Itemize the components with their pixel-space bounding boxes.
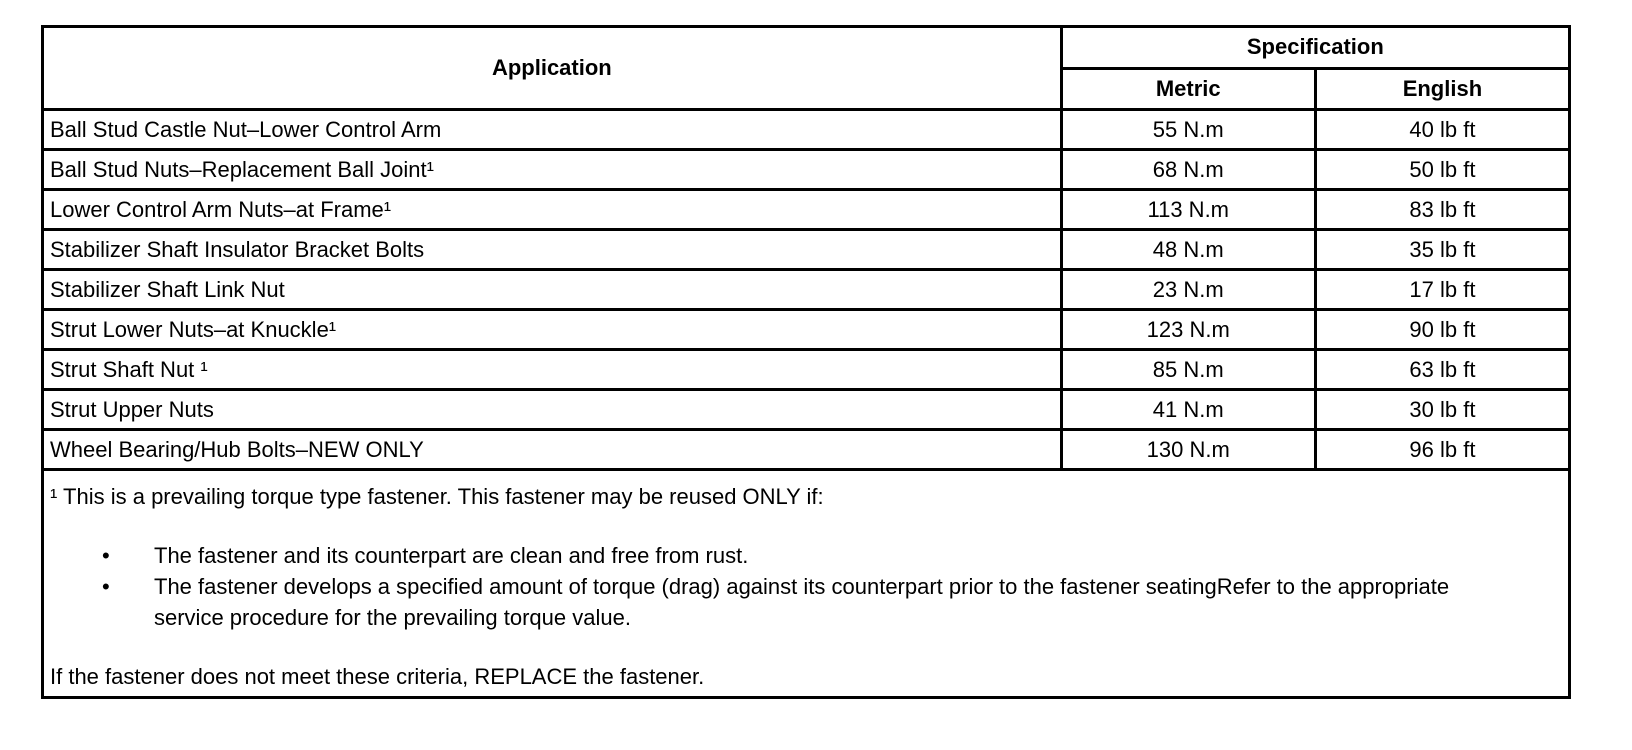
table-row bbox=[43, 430, 1570, 470]
footnote-closing: If the fastener does not meet these criteria, REPLACE the fastener. bbox=[50, 664, 705, 689]
criteria-list bbox=[50, 540, 1562, 633]
application-cell: Wheel Bearing/Hub Bolts–NEW ONLY bbox=[43, 430, 1062, 470]
table-row bbox=[43, 110, 1570, 150]
metric-cell: 55 N.m bbox=[1061, 110, 1315, 150]
english-cell: 35 lb ft bbox=[1315, 230, 1569, 270]
criteria-text: The fastener and its counterpart are clean and free from rust. bbox=[154, 543, 749, 568]
criteria-item bbox=[50, 571, 1562, 633]
metric-cell: 23 N.m bbox=[1061, 270, 1315, 310]
application-cell: Stabilizer Shaft Link Nut bbox=[43, 270, 1062, 310]
english-column-header: English bbox=[1315, 68, 1569, 110]
table-row bbox=[43, 190, 1570, 230]
application-cell: Stabilizer Shaft Insulator Bracket Bolts bbox=[43, 230, 1062, 270]
english-cell: 50 lb ft bbox=[1315, 150, 1569, 190]
specification-column-header: Specification bbox=[1061, 27, 1569, 69]
table-row bbox=[43, 390, 1570, 430]
application-cell: Strut Lower Nuts–at Knuckle¹ bbox=[43, 310, 1062, 350]
metric-cell: 48 N.m bbox=[1061, 230, 1315, 270]
table-row bbox=[43, 350, 1570, 390]
english-cell: 90 lb ft bbox=[1315, 310, 1569, 350]
english-cell: 83 lb ft bbox=[1315, 190, 1569, 230]
bullet-icon: • bbox=[102, 543, 110, 568]
metric-cell: 113 N.m bbox=[1061, 190, 1315, 230]
english-cell: 96 lb ft bbox=[1315, 430, 1569, 470]
english-cell: 30 lb ft bbox=[1315, 390, 1569, 430]
english-cell: 63 lb ft bbox=[1315, 350, 1569, 390]
footnote-intro: ¹ This is a prevailing torque type fastener. This fastener may be reused ONLY if: bbox=[50, 484, 824, 509]
english-cell: 17 lb ft bbox=[1315, 270, 1569, 310]
criteria-text: The fastener develops a specified amount of torque (drag) against its counterpart prior to the fastener seatingRefer to the appropriate service procedure for the prevailing torque value. bbox=[154, 574, 1450, 630]
criteria-item bbox=[50, 540, 1562, 571]
metric-cell: 85 N.m bbox=[1061, 350, 1315, 390]
table-row bbox=[43, 270, 1570, 310]
table-row bbox=[43, 310, 1570, 350]
metric-column-header: Metric bbox=[1061, 68, 1315, 110]
metric-cell: 130 N.m bbox=[1061, 430, 1315, 470]
footnote-cell bbox=[43, 470, 1570, 698]
application-cell: Strut Shaft Nut ¹ bbox=[43, 350, 1062, 390]
application-cell: Ball Stud Nuts–Replacement Ball Joint¹ bbox=[43, 150, 1062, 190]
torque-specification-table bbox=[41, 25, 1571, 699]
application-cell: Lower Control Arm Nuts–at Frame¹ bbox=[43, 190, 1062, 230]
metric-cell: 41 N.m bbox=[1061, 390, 1315, 430]
english-cell: 40 lb ft bbox=[1315, 110, 1569, 150]
application-cell: Ball Stud Castle Nut–Lower Control Arm bbox=[43, 110, 1062, 150]
application-column-header: Application bbox=[43, 27, 1062, 110]
table-row bbox=[43, 230, 1570, 270]
metric-cell: 123 N.m bbox=[1061, 310, 1315, 350]
metric-cell: 68 N.m bbox=[1061, 150, 1315, 190]
footnote-row bbox=[43, 470, 1570, 698]
bullet-icon: • bbox=[102, 574, 110, 599]
table-row bbox=[43, 150, 1570, 190]
application-cell: Strut Upper Nuts bbox=[43, 390, 1062, 430]
